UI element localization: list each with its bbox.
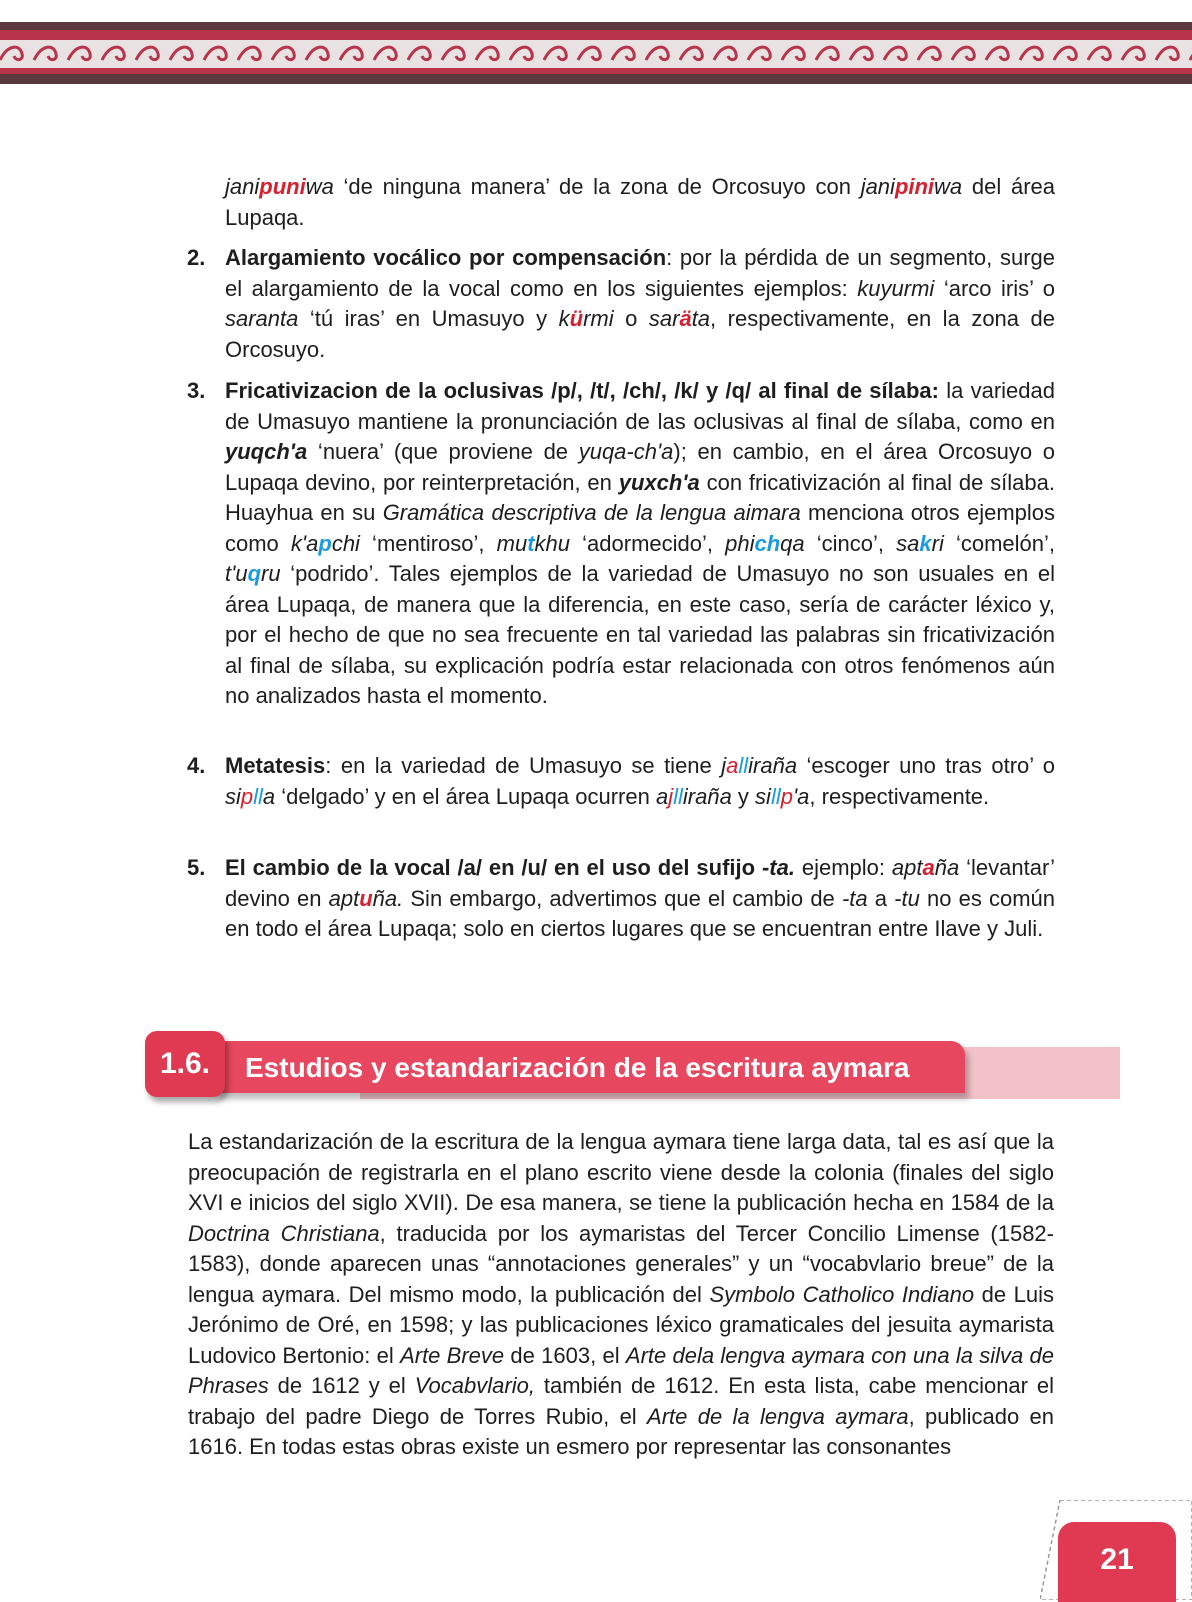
example-word: 'a bbox=[792, 783, 810, 809]
highlight-blue: t bbox=[527, 530, 535, 556]
example-word: ña bbox=[934, 855, 960, 880]
book-title: Arte de la lengva aymara bbox=[647, 1403, 909, 1429]
example-word: sa bbox=[896, 530, 920, 556]
highlight-blue: p bbox=[318, 530, 332, 556]
highlight-red: a bbox=[726, 753, 739, 778]
text: Sin embargo, advertimos que el cambio de bbox=[403, 885, 842, 911]
list-number: 2. bbox=[187, 245, 206, 270]
example-word: a bbox=[262, 783, 276, 809]
highlight-red: u bbox=[359, 885, 373, 911]
text: ‘levantar’ devino en bbox=[225, 855, 1055, 911]
example-word: yuqch'a bbox=[225, 439, 308, 464]
example-word: saranta bbox=[225, 306, 299, 331]
example-word: rmi bbox=[583, 306, 614, 331]
text: ‘tú iras’ en Umasuyo y bbox=[298, 306, 559, 331]
example-word: si bbox=[225, 783, 241, 809]
text: ejemplo: bbox=[794, 855, 892, 880]
section-number: 1.6. bbox=[145, 1031, 225, 1097]
list-number: 3. bbox=[187, 378, 206, 403]
text: y bbox=[731, 783, 756, 809]
example-word: yuxch'a bbox=[618, 469, 700, 495]
example-word: sar bbox=[648, 306, 680, 331]
highlight-red: p bbox=[780, 783, 793, 809]
text: , publicado en 1616. En todas estas obras existe un esmero por representar las consonantes bbox=[188, 1403, 1055, 1459]
example-word: jani bbox=[860, 174, 895, 199]
highlight-red: ü bbox=[569, 306, 584, 331]
book-title: Symbolo Catholico Indiano bbox=[709, 1281, 975, 1307]
text: , respectivamente. bbox=[809, 783, 990, 809]
book-title: Arte dela lengva aymara con una la silva de Phrases bbox=[188, 1342, 1054, 1398]
highlight-blue: ch bbox=[754, 530, 781, 556]
highlight-blue: q bbox=[247, 561, 262, 586]
highlight-red: p bbox=[240, 783, 254, 809]
item-title: Metatesis bbox=[225, 753, 326, 778]
book-title: Gramática descriptiva de la lengua aimara bbox=[382, 500, 801, 525]
text: ‘mentiroso’, bbox=[359, 530, 497, 556]
example-word: yuqa-ch'a bbox=[578, 439, 674, 464]
example-word: iraña bbox=[748, 753, 798, 778]
text: ‘escoger uno tras otro’ o bbox=[797, 753, 1056, 778]
example-word: a bbox=[655, 783, 669, 809]
text: : en la variedad de Umasuyo se tiene bbox=[325, 753, 722, 778]
section-heading bbox=[145, 1031, 975, 1101]
highlight-red: j bbox=[668, 783, 674, 809]
example-word: si bbox=[755, 783, 771, 809]
text: , traducida por los aymaristas del Tercer Concilio Limense (1582-1583), donde aparecen unas “annotaciones generales” y un “vocabvlario breue” de la lengua aymara. Del mismo modo, la publicación del bbox=[188, 1220, 1054, 1307]
body-paragraph bbox=[188, 1127, 1054, 1463]
highlight-blue: ll bbox=[738, 753, 749, 778]
example-word: iraña bbox=[682, 783, 732, 809]
list-item-2 bbox=[187, 243, 1056, 365]
example-word: chi bbox=[331, 530, 360, 556]
example-word: mu bbox=[496, 530, 528, 556]
highlight-blue: ll bbox=[253, 783, 263, 809]
highlight-red: ä bbox=[679, 306, 692, 331]
text: ‘podrido’. Tales ejemplos de la variedad de Umasuyo no son usuales en el área Lupaqa, de manera que la diferencia, en este caso, sería de carácter léxico y, por el hecho de que no sea frecuente en tal variedad las palabras sin fricativización al final de sílaba, su explicación podría estar relacionada con otros fenómenos aún no analizados hasta el momento. bbox=[225, 561, 1055, 708]
list-item-5 bbox=[187, 853, 1056, 945]
text: , respectivamente, en la zona de Orcosuyo. bbox=[225, 306, 1056, 362]
book-title: Doctrina Christiana bbox=[188, 1220, 380, 1246]
text: de 1612 y el bbox=[268, 1373, 415, 1398]
item-title: Fricativizacion de la oclusivas /p/, /t/, /ch/, /k/ y /q/ al final de sílaba: bbox=[225, 378, 939, 403]
decorative-top-band bbox=[0, 22, 1192, 84]
example-word: apt bbox=[328, 885, 360, 911]
text: de Luis Jerónimo de Oré, en 1598; y las publicaciones léxico gramaticales del jesuita aymarista Ludovico Bertonio: el bbox=[188, 1281, 1054, 1368]
text: la variedad de Umasuyo mantiene la pronunciación de las oclusivas al final de sílaba, como en bbox=[225, 378, 1055, 434]
example-word: ña. bbox=[372, 885, 404, 911]
example-word: ta bbox=[691, 306, 711, 331]
example-word: wa bbox=[934, 174, 963, 199]
page-number-tab bbox=[1040, 1500, 1192, 1600]
book-title: Vocabvlario, bbox=[414, 1373, 535, 1398]
list-number: 5. bbox=[187, 855, 206, 880]
example-word: -tu bbox=[894, 885, 920, 911]
text: del área Lupaqa. bbox=[225, 174, 1055, 230]
text: también de 1612. En esta lista, cabe mencionar el trabajo del padre Diego de Torres Rubio, el bbox=[188, 1373, 1055, 1429]
highlight-red: a bbox=[922, 855, 935, 880]
text: ‘de ninguna manera’ de la zona de Orcosuyo con bbox=[333, 174, 861, 199]
list-item-4 bbox=[187, 751, 1056, 812]
text: ‘comelón’, bbox=[943, 530, 1055, 556]
example-word: k bbox=[558, 306, 570, 331]
highlight-blue: ll bbox=[770, 783, 781, 809]
text: ‘arco iris’ o bbox=[934, 275, 1055, 301]
text: ‘adormecido’, bbox=[570, 530, 726, 556]
highlight-red: puni bbox=[259, 174, 306, 199]
book-title: Arte Breve bbox=[400, 1342, 505, 1368]
example-word: phi bbox=[725, 530, 755, 556]
text: : por la pérdida de un segmento, surge el alargamiento de la vocal como en los siguientes ejemplos: bbox=[225, 245, 1055, 301]
example-word: jani bbox=[225, 174, 260, 199]
highlight-red: pini bbox=[894, 174, 935, 199]
text: ‘cinco’, bbox=[804, 530, 897, 556]
example-word: ri bbox=[931, 530, 944, 556]
example-word: kuyurmi bbox=[857, 275, 935, 301]
example-word: apt bbox=[891, 855, 923, 880]
example-word: qa bbox=[780, 530, 805, 556]
text: o bbox=[613, 306, 649, 331]
item-title: Alargamiento vocálico por compensación bbox=[225, 245, 667, 270]
item-title: El cambio de la vocal /a/ en /u/ en el uso del sufijo bbox=[225, 855, 762, 880]
text: ‘delgado’ y en el área Lupaqa ocurren bbox=[275, 783, 656, 809]
text: de 1603, el bbox=[504, 1342, 626, 1368]
text: con fricativización al final de sílaba. Huayhua en su bbox=[225, 469, 1056, 525]
page-number: 21 bbox=[1058, 1522, 1176, 1602]
highlight-blue: k bbox=[919, 530, 932, 556]
text: ‘nuera’ (que proviene de bbox=[307, 439, 579, 464]
text: no es común en todo el área Lupaqa; solo en ciertos lugares que se encuentran entre Ilave y Juli. bbox=[225, 885, 1056, 941]
example-word: k'a bbox=[290, 530, 319, 556]
text: a bbox=[867, 885, 895, 911]
list-number: 4. bbox=[187, 753, 206, 778]
example-word: wa bbox=[305, 174, 334, 199]
example-word: t'u bbox=[225, 561, 248, 586]
text: ); en cambio, en el área Orcosuyo o Lupaqa devino, por reinterpretación, en bbox=[225, 439, 1055, 495]
section-title: Estudios y estandarización de la escritura aymara bbox=[245, 1052, 910, 1083]
text: La estandarización de la escritura de la lengua aymara tiene larga data, tal es así que la preocupación de registrarla en el plano escrito viene desde la colonia (finales del siglo XVI e inicios del siglo XVII). De esa manera, se tiene la publicación hecha en 1584 de la bbox=[188, 1129, 1054, 1215]
example-word: j bbox=[721, 753, 727, 778]
example-word: ru bbox=[261, 561, 281, 586]
item-title-suffix: -ta. bbox=[761, 855, 795, 880]
highlight-blue: ll bbox=[673, 783, 683, 809]
item-1-continuation bbox=[225, 172, 1055, 233]
list-item-3 bbox=[187, 376, 1056, 712]
example-word: khu bbox=[534, 530, 571, 556]
text: menciona otros ejemplos como bbox=[225, 500, 1056, 556]
example-word: -ta bbox=[841, 885, 868, 911]
